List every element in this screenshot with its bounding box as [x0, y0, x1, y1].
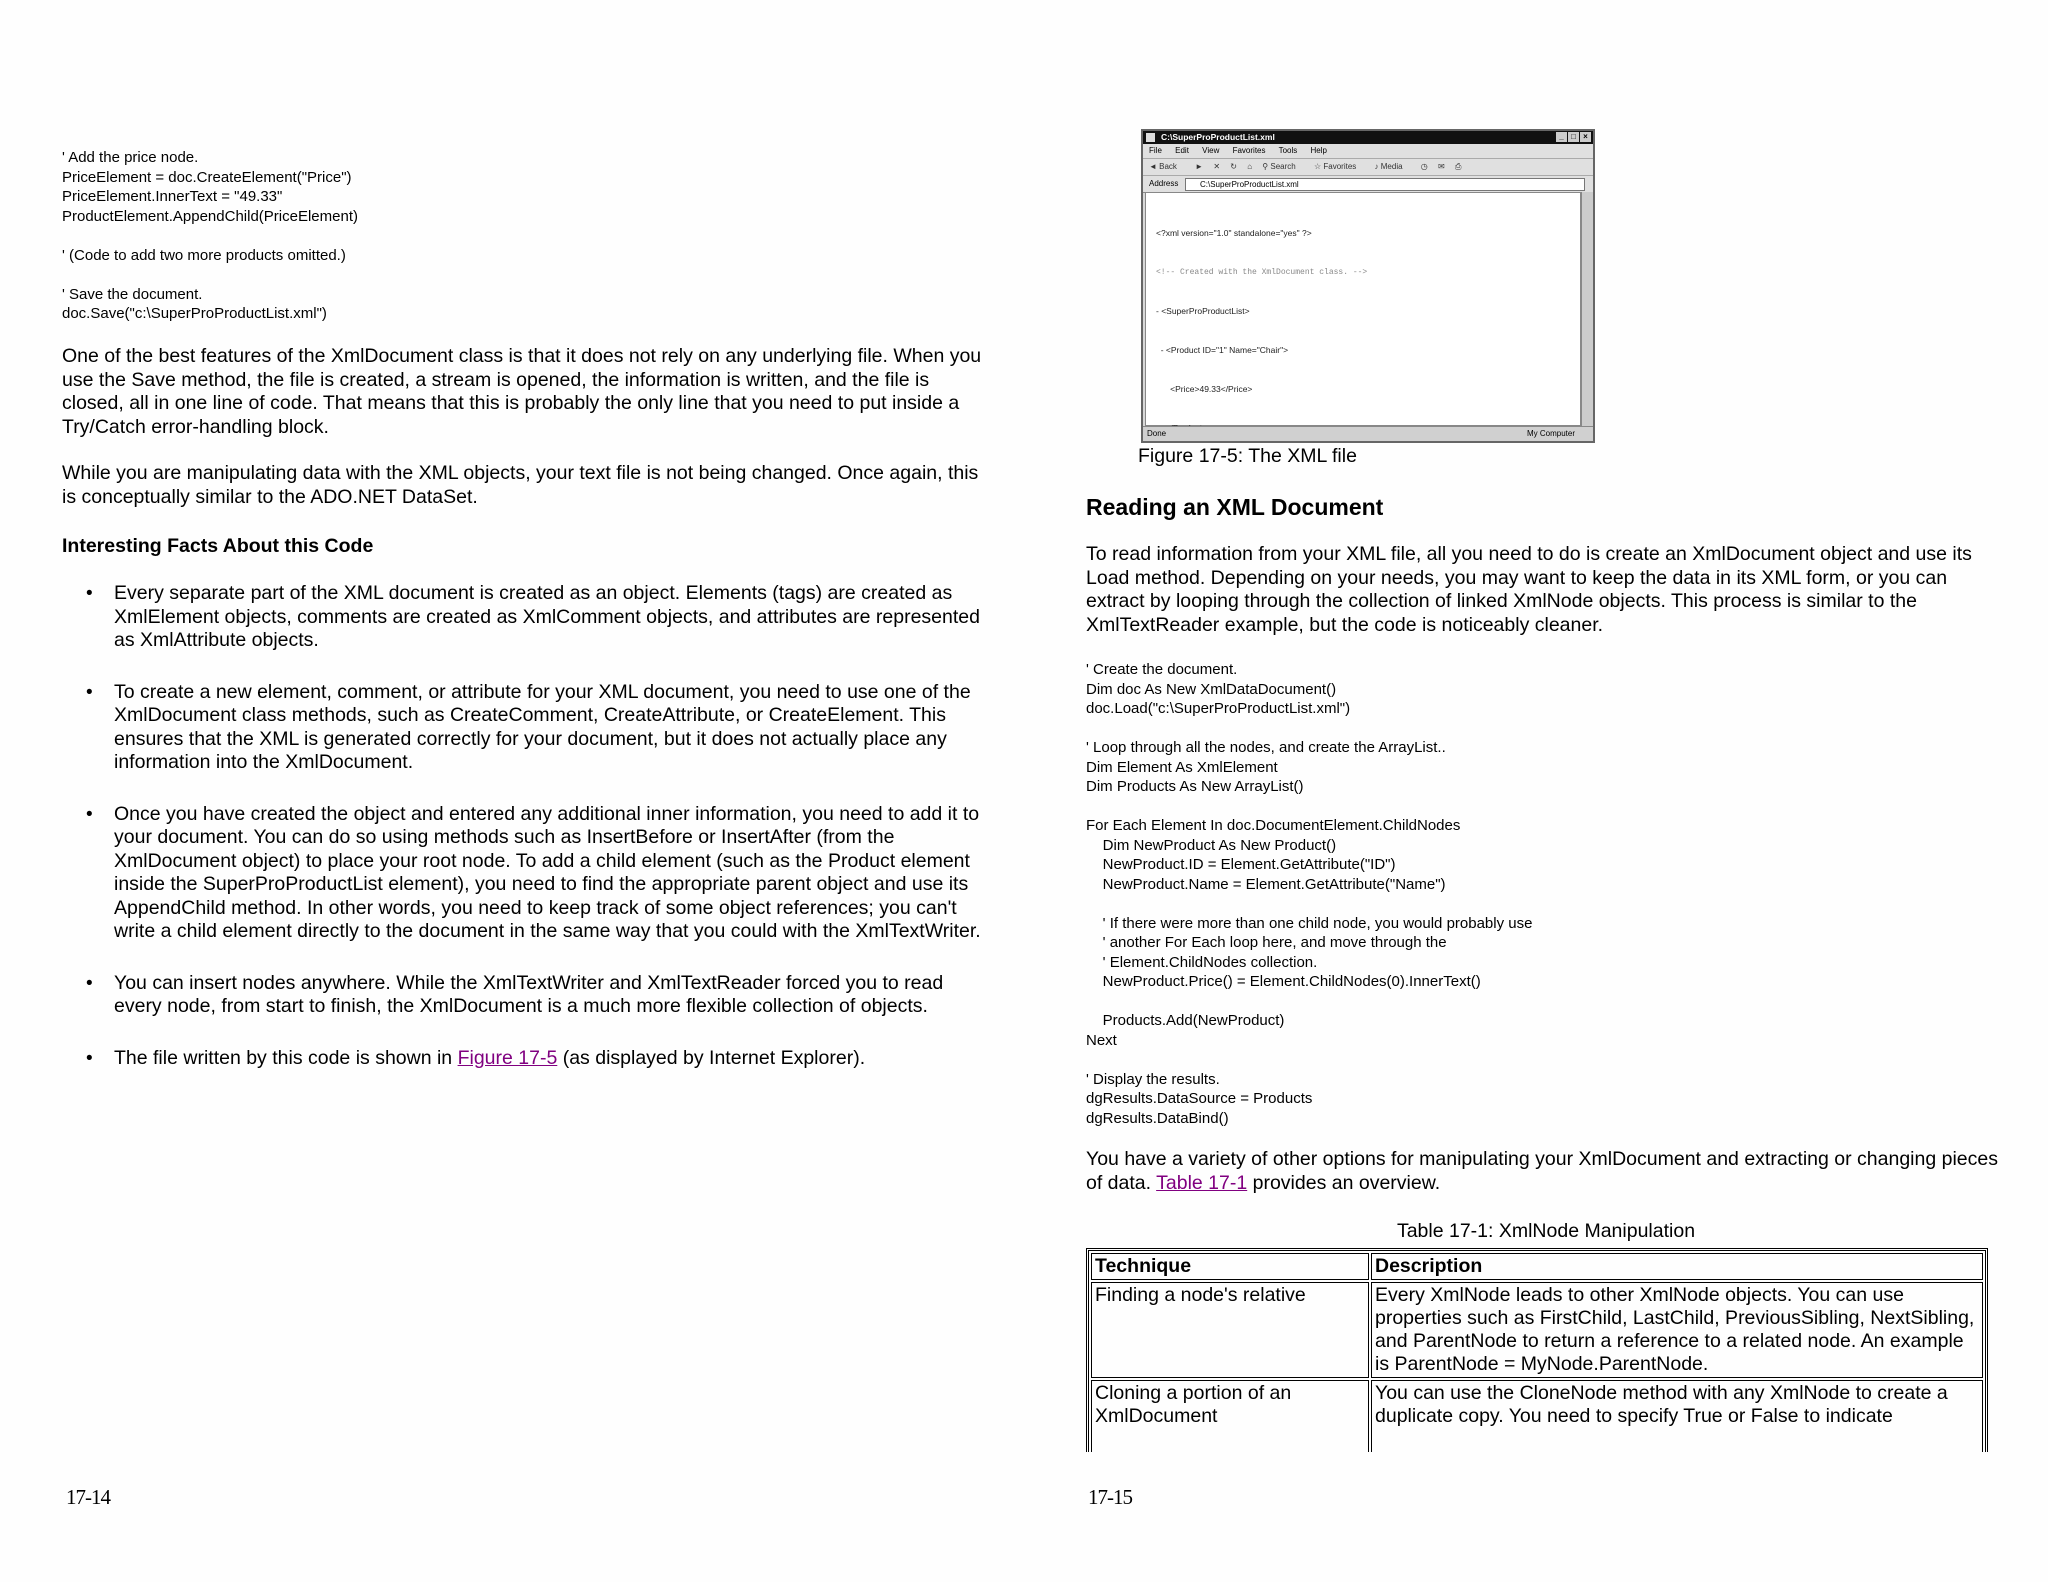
page-number: 17-14 [66, 1485, 110, 1509]
browser-titlebar: C:\SuperProProductList.xml _ □ × [1143, 131, 1593, 144]
browser-window-figure [1141, 129, 1595, 443]
technique-cell: Cloning a portion of an XmlDocument [1091, 1380, 1369, 1452]
browser-statusbar [1143, 426, 1593, 441]
facts-list [62, 582, 982, 1098]
list-item: • You can insert nodes anywhere. While the XmlTextWriter and XmlTextReader forced you to read every node, from start to finish, the XmlDocument is a much more flexible collection of objects. [86, 971, 944, 1017]
table-row [1091, 1380, 1983, 1452]
status-text: Done [1147, 429, 1167, 438]
table-17-1-link[interactable]: Table 17-1 [1156, 1171, 1248, 1194]
close-icon[interactable]: × [1580, 132, 1591, 142]
section-heading: Interesting Facts About this Code [62, 535, 374, 557]
ie-icon [1146, 133, 1155, 142]
figure-17-5-link[interactable]: Figure 17-5 [457, 1046, 558, 1069]
xml-line: <Price>49.33</Price> [1156, 384, 1253, 394]
print-icon[interactable]: ⎙ [1454, 162, 1462, 171]
reading-paragraph: To read information from your XML file, all you need to do is create an XmlDocument object and use its Load method. Depending on your needs, you may want to keep the data in its XML form, or you can extract by looping through the collection of linked XmlNode objects. This process is similar to the XmlTextReader example, but the code is noticeably cleaner. [1086, 543, 1972, 636]
zone-label: My Computer [1526, 429, 1575, 438]
table-caption: Table 17-1: XmlNode Manipulation [1396, 1220, 1696, 1242]
bullet-icon: • [86, 803, 93, 825]
save-code-block: ' Add the price node. PriceElement = doc.CreateElement("Price") PriceElement.InnerText = "49.33" ProductElement.AppendChild(PriceElement) ' (Code to add two more products omitted.) ' Save the document. doc.Save("c:\SuperProProductList.xml") [62, 149, 358, 322]
vertical-scrollbar[interactable] [1581, 192, 1593, 426]
history-icon[interactable]: ◷ [1420, 162, 1428, 171]
load-code-block: ' Create the document. Dim doc As New XmlDataDocument() doc.Load("c:\SuperProProductList.xml") ' Loop through all the nodes, and create the ArrayList.. Dim Element As XmlElement Dim Products As New ArrayList() For Each Element In doc.DocumentElement.ChildNodes Dim NewProduct As New Product() NewProduct.ID = Element.GetAttribute("ID") NewProduct.Name = Element.GetAttribute("Name") ' If there were more than one child node, you would probably use ' another For Each loop here, and move through the ' Element.ChildNodes collection. NewProduct.Price() = Element.ChildNodes(0).InnerText() Products.Add(NewProduct) Next ' Display the results. dgResults.DataSource = Products dgResults.DataBind() [1086, 661, 1533, 1127]
menu-edit[interactable]: Edit [1175, 146, 1189, 155]
page-number: 17-15 [1088, 1485, 1132, 1509]
mail-icon[interactable]: ✉ [1438, 162, 1445, 171]
section-heading: Reading an XML Document [1086, 494, 1384, 520]
column-header-description: Description [1371, 1253, 1983, 1280]
browser-toolbar [1143, 159, 1593, 176]
table-wrapper [1086, 1248, 1992, 1452]
list-item: • Every separate part of the XML document is created as an object. Elements (tags) are created as XmlElement objects, comments are created as XmlComment objects, and attributes are represented as XmlAttribute objects. [86, 582, 980, 651]
minimize-icon[interactable]: _ [1556, 132, 1567, 142]
list-item: • The file written by this code is shown in Figure 17-5 (as displayed by Internet Explorer). [86, 1046, 866, 1069]
menu-view[interactable]: View [1202, 146, 1220, 155]
address-bar: Address C:\SuperProProductList.xml [1143, 176, 1593, 193]
menu-file[interactable]: File [1149, 146, 1162, 155]
technique-cell: Finding a node's relative [1091, 1282, 1369, 1378]
search-button[interactable]: ⚲ Search [1262, 162, 1296, 171]
description-cell: You can use the CloneNode method with any XmlNode to create a duplicate copy. You need to specify True or False to indicate [1371, 1380, 1983, 1452]
right-page [1024, 0, 2048, 1582]
xml-line[interactable]: - <Product ID="1" Name="Chair"> [1156, 345, 1289, 355]
maximize-icon[interactable]: □ [1568, 132, 1579, 142]
bullet-icon: • [86, 681, 93, 703]
bullet-icon: • [86, 1047, 93, 1069]
options-paragraph: You have a variety of other options for manipulating your XmlDocument and extracting or changing pieces of data. Table 17-1 provides an overview. [1086, 1148, 1998, 1194]
list-item: • To create a new element, comment, or attribute for your XML document, you need to use one of the XmlDocument class methods, such as CreateComment, CreateAttribute, or CreateElement. This ensures that the XML is generated correctly for your document, but it does not actually place any information into the XmlDocument. [86, 680, 971, 773]
back-button[interactable]: ◄ Back [1149, 162, 1177, 171]
manipulating-paragraph: While you are manipulating data with the XML objects, your text file is not being changed. Once again, this is conceptually similar to the ADO.NET DataSet. [62, 462, 979, 508]
xmldocument-paragraph: One of the best features of the XmlDocument class is that it does not rely on any underlying file. When you use the Save method, the file is created, a stream is opened, the information is written, and the file is closed, all in one line of code. That means that this is probably the only line that you need to put inside a Try/Catch error-handling block. [62, 345, 982, 438]
browser-menubar [1143, 144, 1593, 159]
column-header-technique: Technique [1091, 1253, 1369, 1280]
menu-favorites[interactable]: Favorites [1232, 146, 1266, 155]
menu-help[interactable]: Help [1310, 146, 1327, 155]
figure-caption: Figure 17-5: The XML file [1138, 445, 1357, 467]
favorites-button[interactable]: ☆ Favorites [1313, 162, 1357, 171]
xml-line: <!-- Created with the XmlDocument class. --> [1156, 268, 1368, 277]
home-icon[interactable]: ⌂ [1247, 162, 1253, 171]
xmlnode-manipulation-table [1086, 1248, 1988, 1452]
xml-line: <?xml version="1.0" standalone="yes" ?> [1156, 228, 1312, 238]
forward-icon[interactable]: ► [1195, 162, 1204, 171]
bullet-icon: • [86, 972, 93, 994]
xml-content [1145, 192, 1581, 426]
address-input[interactable]: C:\SuperProProductList.xml [1185, 178, 1585, 191]
table-row [1091, 1282, 1983, 1378]
bullet-icon: • [86, 583, 93, 604]
refresh-icon[interactable]: ↻ [1230, 162, 1237, 171]
description-cell: Every XmlNode leads to other XmlNode objects. You can use properties such as FirstChild, LastChild, PreviousSibling, NextSibling, and ParentNode to return a reference to a related node. An example is ParentNode = MyNode.ParentNode. [1371, 1282, 1983, 1378]
list-item: • Once you have created the object and entered any additional inner information, you need to add it to your document. You can do so using methods such as InsertBefore or InsertAfter (from the XmlDocument object) to place your root node. To add a child element (such as the Product element inside the SuperProProductList element), you need to find the appropriate parent object and use its AppendChild method. In other words, you need to keep track of some object references; you can't write a child element directly to the document in the same way that you could with the XmlTextWriter. [86, 802, 981, 942]
media-button[interactable]: ♪ Media [1374, 162, 1403, 171]
menu-tools[interactable]: Tools [1278, 146, 1298, 155]
stop-icon[interactable]: ✕ [1213, 162, 1221, 171]
table-header-row [1091, 1253, 1983, 1280]
xml-line[interactable]: - <SuperProProductList> [1156, 306, 1250, 316]
